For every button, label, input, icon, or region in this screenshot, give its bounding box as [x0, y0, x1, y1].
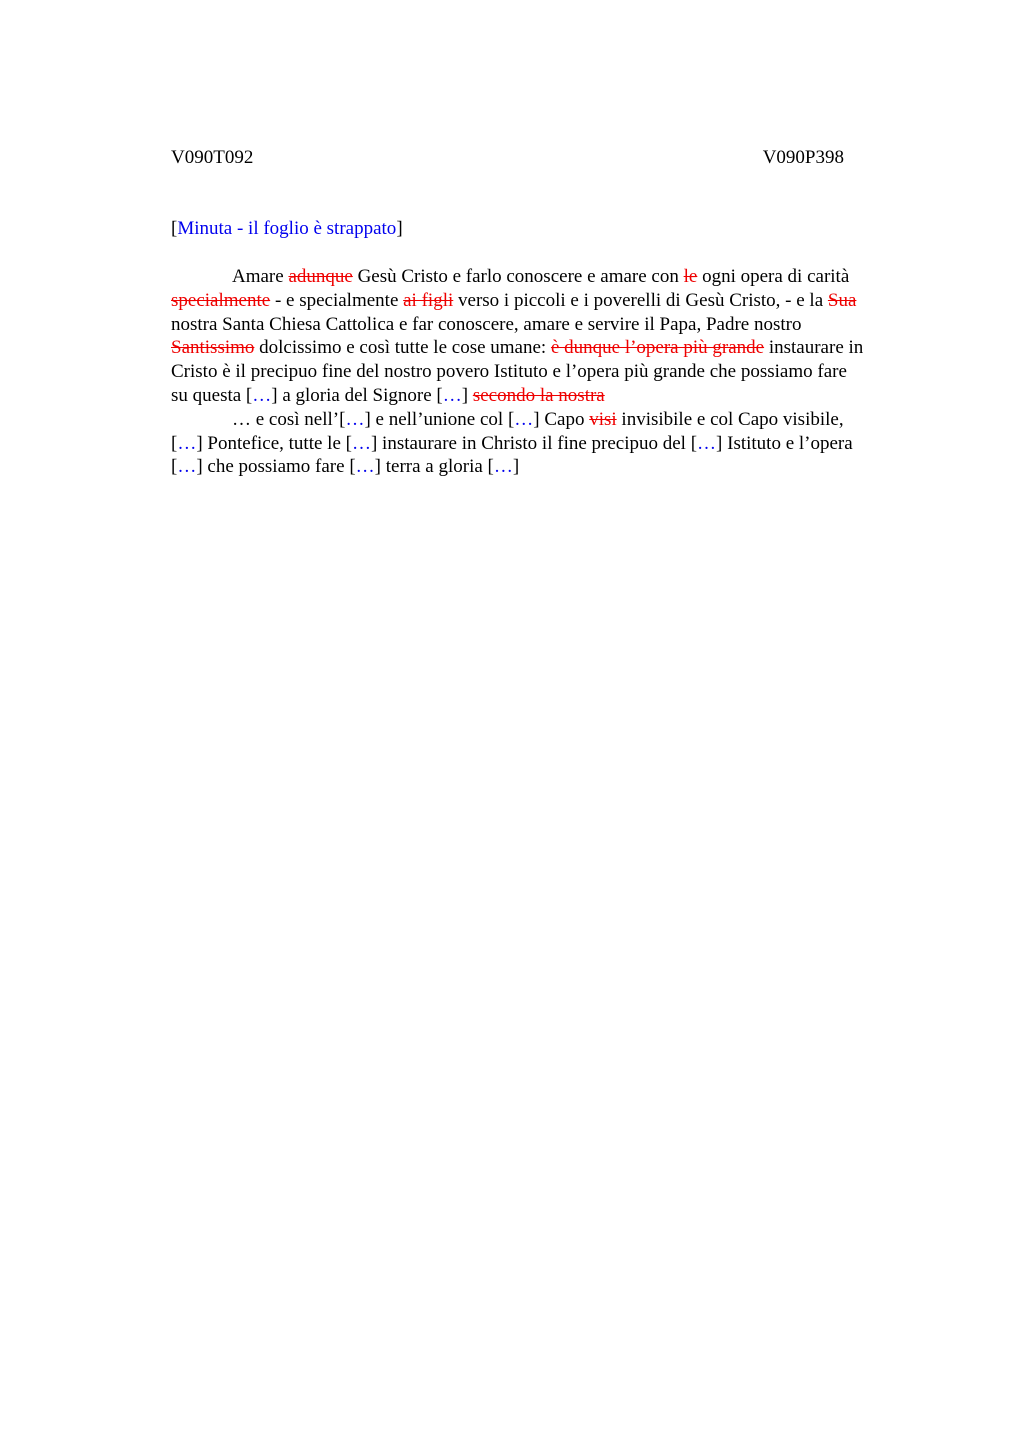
- lacuna-ellipsis: …: [442, 384, 462, 406]
- document-page: [171, 0, 927, 1450]
- text-segment: ogni opera di carità: [697, 266, 850, 287]
- text-segment: verso i piccoli e i poverelli di Gesù Cristo, - e la: [453, 289, 828, 311]
- text-segment: su questa [: [171, 384, 253, 406]
- text-segment: dolcissimo e così tutte le cose umane:: [254, 337, 551, 359]
- text-segment: ] instaurare in Christo il fine precipuo del [: [370, 432, 698, 454]
- text-segment: nostra Santa Chiesa Cattolica e far conoscere, amare e servire il Papa, Padre nostro: [171, 313, 802, 335]
- lacuna-ellipsis: …: [351, 432, 371, 454]
- text-segment: [: [171, 456, 178, 478]
- text-segment: ] terra a gloria [: [374, 456, 494, 478]
- transcription-body: [171, 265, 927, 479]
- text-segment: Gesù Cristo e farlo conoscere e amare con: [352, 266, 684, 287]
- text-line: [171, 384, 927, 408]
- lacuna-ellipsis: …: [493, 456, 513, 478]
- deleted-text: specialmente: [171, 289, 271, 311]
- note-close-bracket: ]: [396, 218, 403, 239]
- text-segment: ] e nell’unione col [: [364, 408, 515, 430]
- text-line: [171, 336, 927, 360]
- note-text: Minuta - il foglio è strappato: [177, 218, 397, 239]
- text-segment: ] a gloria del Signore [: [271, 384, 443, 406]
- text-line: [171, 408, 927, 432]
- text-line: [171, 360, 927, 384]
- note-open-bracket: [: [171, 218, 178, 239]
- text-line: [171, 313, 927, 337]
- lacuna-ellipsis: …: [355, 456, 375, 478]
- deleted-text: visi: [589, 408, 617, 430]
- lacuna-ellipsis: …: [697, 432, 717, 454]
- deleted-text: ai figli: [403, 289, 454, 311]
- deleted-text: Sua: [827, 289, 857, 311]
- text-line: [171, 455, 927, 479]
- text-segment: - e specialmente: [270, 289, 404, 311]
- deleted-text: adunque: [288, 266, 353, 287]
- text-segment: [: [171, 432, 178, 454]
- text-segment: ]: [512, 456, 520, 478]
- text-line: [171, 289, 927, 313]
- text-segment: Amare: [232, 266, 289, 287]
- text-segment: ] Pontefice, tutte le [: [196, 432, 352, 454]
- lacuna-ellipsis: …: [177, 432, 197, 454]
- lacuna-ellipsis: …: [177, 456, 197, 478]
- text-line: [171, 265, 927, 289]
- text-segment: invisibile e col Capo visibile,: [616, 408, 844, 430]
- text-segment: instaurare in: [764, 337, 864, 359]
- text-line: [171, 432, 927, 456]
- deleted-text: Santissimo: [171, 337, 255, 359]
- lacuna-ellipsis: …: [252, 384, 272, 406]
- text-segment: Cristo è il precipuo fine del nostro povero Istituto e l’opera più grande che possiamo fare: [171, 361, 847, 383]
- deleted-text: è dunque l’opera più grande: [550, 337, 765, 359]
- text-segment: … e così nell’[: [232, 408, 346, 430]
- text-segment: ] Capo: [533, 408, 590, 430]
- editorial-note: [171, 218, 403, 240]
- deleted-text: secondo la nostra: [472, 384, 605, 406]
- text-segment: ] che possiamo fare [: [196, 456, 356, 478]
- document-code-left: V090T092: [171, 147, 254, 168]
- page-code-right: V090P398: [762, 147, 844, 168]
- text-segment: ] Istituto e l’opera: [716, 432, 853, 454]
- deleted-text: le: [683, 266, 698, 287]
- lacuna-ellipsis: …: [345, 408, 365, 430]
- text-segment: ]: [461, 384, 473, 406]
- lacuna-ellipsis: …: [514, 408, 534, 430]
